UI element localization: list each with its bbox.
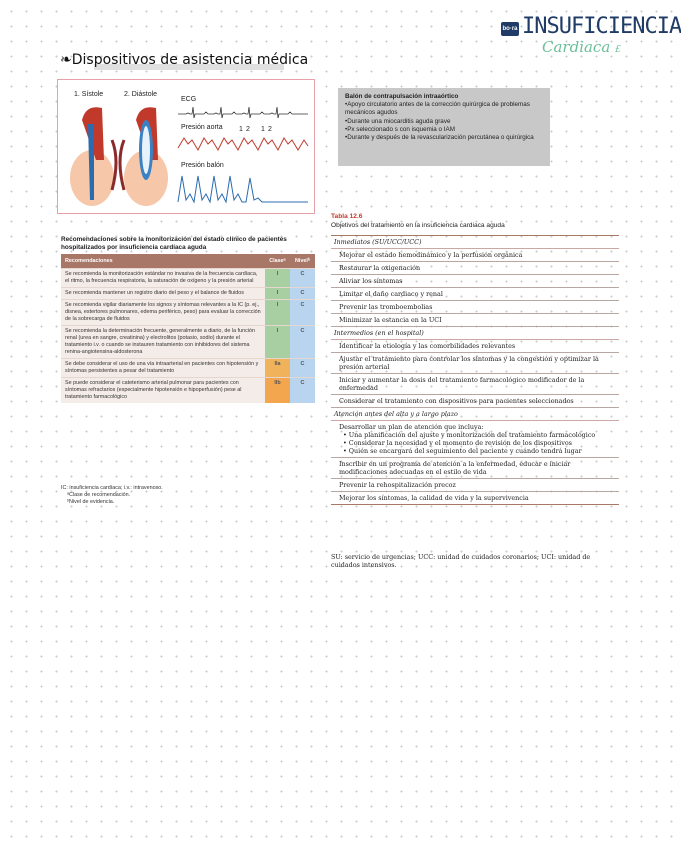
footnote: IC: insuficiencia cardíaca; i.v.: intravenoso. [61,485,163,491]
rec-class: I [265,288,290,300]
table-row [61,359,315,378]
brand-subtitle-suffix: £ [615,45,621,55]
iabp-figure [57,79,315,214]
footnote: ᵇNivel de evidencia. [67,499,115,506]
header-recomendaciones: Recomendaciones [61,254,265,269]
aorta-pressure-trace [178,134,308,154]
objectives-section-header: Inmediatos (SU/UCC/UCC) [331,235,619,249]
header-clase: Claseᵃ [265,254,290,269]
table-row [61,288,315,300]
rec-text: Se recomienda la determinación frecuente, generalmente a diario, de la función renal (urea en sangre, creatinina) y electrolitos (potasio, sodio) durante el tratamiento i.v. o cuando se instauren tratamiento con inhibidores del sistema renina-angiotensina-aldosterona [61,326,265,359]
label-aorta: Presión aorta [181,124,223,131]
objectives-bullet: • Quién se encargará del seguimiento del paciente y cuándo tendrá lugar [343,446,582,455]
objectives-row: Prevenir las tromboembolias [331,301,619,314]
rec-class: I [265,326,290,359]
objectives-section-header: Intermedios (en el hospital) [331,327,619,340]
objectives-row: Iniciar y aumentar la dosis del tratamiento farmacológico modificador de la enfermedad [331,374,619,395]
label-sistole: 1. Sístole [74,91,104,98]
iabp-indications-note [338,88,550,166]
table-header-row [61,254,315,269]
objectives-table-number: Tabla 12.6 [331,213,363,220]
objectives-row: Mejorar el estado hemodinámico y la perfusión orgánica [331,249,619,262]
recommendations-title: Recomendaciones sobre la monitorización del estado clínico de pacientes hospitalizados por insuficiencia cardíaca aguda [61,236,287,251]
rec-level: C [290,288,315,300]
objectives-row: Identificar la etiología y las comorbilidades relevantes [331,340,619,353]
brand-title: INSUFICIENCIA [522,14,681,39]
label-diastole: 2. Diástole [124,91,158,98]
objectives-row [331,421,619,458]
heart-illustration [64,100,174,212]
rec-level: C [290,359,315,378]
table-row [61,326,315,359]
marker-1-a: 1 [239,126,243,133]
note-item: •Durante y después de la revascularización percutánea o quirúrgica [345,134,534,142]
recommendations-table [61,254,315,403]
marker-2-b: 2 [268,126,272,133]
objectives-bullet: • Considerar la necesidad y el momento de revisión de los dispositivos [343,438,572,447]
objectives-row: Prevenir la rehospitalización precoz [331,479,619,492]
rec-text: Se recomienda mantener un registro diario del peso y el balance de fluidos [61,288,265,300]
header-nivel: Nivelᵇ [290,254,315,269]
note-item: •Apoyo circulatorio antes de la corrección quirúrgica de problemas mecánicos agudos [345,101,530,117]
objectives-row: Restaurar la oxigenación [331,262,619,275]
rec-text: Se recomienda la monitorización estándar no invasiva de la frecuencia cardíaca, el ritmo, la frecuencia respiratoria, la saturación de oxígeno y la presión arterial [61,269,265,288]
section-title: ❧Dispositivos de asistencia médica [60,52,309,68]
footnote: ᵃClase de recomendación. [67,492,131,499]
table-row [61,378,315,404]
rec-class: IIb [265,378,290,404]
objectives-row-text: Desarrollar un plan de atención que incluya: [339,422,484,431]
rec-text: Se recomienda vigilar diariamente los signos y síntomas relevantes a la IC (p. ej., disnea, estertores pulmonares, edema periférico, peso) para evaluar la corrección de la sobrecarga de fluidos [61,300,265,326]
note-item: •Px seleccionado s con isquemia o IAM [345,125,456,133]
objectives-row: Aliviar los síntomas [331,275,619,288]
balloon-pressure-trace [178,172,308,206]
rec-level: C [290,269,315,288]
objectives-table-caption: Objetivos del tratamiento en la insuficiencia cardiaca aguda [331,222,505,229]
brand-logo-badge: bo·ra [501,22,519,36]
label-ecg: ECG [181,96,197,103]
rec-level: C [290,378,315,404]
table-row [61,269,315,288]
rec-level: C [290,300,315,326]
brand-subtitle [542,38,621,56]
table-row [61,300,315,326]
rec-text: Se puede considerar el cateterismo arterial pulmonar para pacientes con síntomas refractarios (especialmente hipotensión e hipoperfusión) pese al tratamiento farmacológico [61,378,265,404]
note-title: Balón de contrapulsación intraaórtico [345,93,459,100]
rec-level: C [290,326,315,359]
brand-subtitle-text: Cardiaca [542,38,611,56]
note-item: •Durante una miocarditis aguda grave [345,117,451,125]
rec-text: Se debe considerar el uso de una vía intraarterial en pacientes con hipotensión y síntomas persistentes a pesar del tratamiento [61,359,265,378]
objectives-footnote: SU: servicio de urgencias; UCC: unidad de cuidados coronarios; UCI: unidad de cuidados intensivos. [331,553,591,570]
rec-class: IIa [265,359,290,378]
marker-1-b: 1 [261,126,265,133]
objectives-row: Limitar el daño cardiaco y renal [331,288,619,301]
objectives-table [331,235,619,505]
ecg-trace [178,106,308,120]
rec-class: I [265,269,290,288]
objectives-section-header: Atención antes del alta y a largo plazo [331,408,619,421]
objectives-row: Considerar el tratamiento con dispositivos para pacientes seleccionados [331,395,619,408]
objectives-row: Ajustar el tratamiento para controlar los síntomas y la congestión y optimizar la presión arterial [331,353,619,374]
marker-2-a: 2 [246,126,250,133]
objectives-bullet: • Una planificación del ajuste y monitorización del tratamiento farmacológico [343,430,596,439]
rec-class: I [265,300,290,326]
recommendations-footnotes [61,485,315,507]
objectives-row: Mejorar los síntomas, la calidad de vida y la supervivencia [331,492,619,505]
label-balon: Presión balón [181,162,224,169]
objectives-row: Minimizar la estancia en la UCI [331,314,619,327]
objectives-row: Inscribir en un programa de atención a la enfermedad, educar e iniciar modificaciones adecuadas en el estilo de vida [331,458,619,479]
